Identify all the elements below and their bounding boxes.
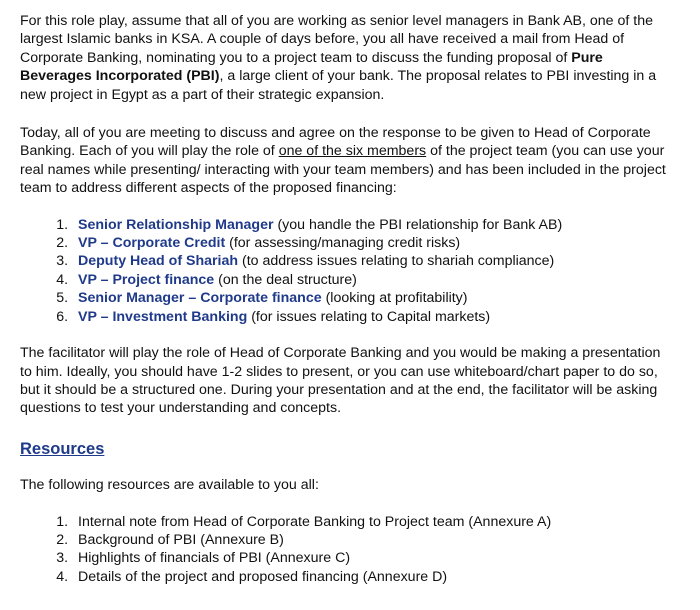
meeting-paragraph xyxy=(20,124,674,198)
role-desc: (for assessing/managing credit risks) xyxy=(225,235,461,252)
meeting-text-b: of the project team (you can use your real names while presenting/ interacting with your team members) and has been included in the project team to address different aspects of the proposed financing: xyxy=(20,143,666,197)
role-desc: (you handle the PBI relationship for Bank AB) xyxy=(273,216,563,233)
role-title: VP – Project finance xyxy=(78,271,215,288)
intro-paragraph xyxy=(20,12,674,104)
client-name: Pure Beverages Incorporated (PBI) xyxy=(20,49,603,85)
resources-list xyxy=(20,513,674,587)
resource-item: 3. Highlights of financials of PBI (Annexure C) xyxy=(72,549,674,567)
meeting-text-a: Today, all of you are meeting to discuss and agree on the response to be given to Head of Corporate Banking. Each of you will play the role of xyxy=(20,125,651,160)
intro-text-a: For this role play, assume that all of you are working as senior level managers in Bank AB, one of the largest Islamic banks in KSA. A couple of days before, you all have received a mail from Head of Corporate Banking, nominating you to a project team to discuss the funding proposal of xyxy=(20,13,653,66)
resources-heading: Resources xyxy=(20,439,105,458)
resource-item: 2. Background of PBI (Annexure B) xyxy=(72,531,674,549)
role-item xyxy=(72,234,674,252)
intro-text-b: , a large client of your bank. The proposal relates to PBI investing in a new project in Egypt as a part of their strategic expansion. xyxy=(20,68,657,103)
role-title: Senior Manager – Corporate finance xyxy=(78,290,322,307)
facilitator-paragraph: The facilitator will play the role of Head of Corporate Banking and you would be making a presentation to him. Ideally, you should have 1-2 slides to present, or you can use whiteboard/chart paper to do so, but it should be a structured one. During your presentation and at the end, the facilitator will be asking questions to test your understanding and concepts. xyxy=(20,345,661,417)
role-title: Senior Relationship Manager xyxy=(78,216,274,233)
role-desc: (on the deal structure) xyxy=(214,271,357,288)
role-desc: (to address issues relating to shariah compliance) xyxy=(238,253,555,270)
roles-list xyxy=(20,216,674,326)
resource-item: 4. Details of the project and proposed financing (Annexure D) xyxy=(72,568,674,586)
role-desc: (looking at profitability) xyxy=(321,290,468,307)
role-item xyxy=(72,289,674,307)
role-item xyxy=(72,216,674,234)
resources-intro: The following resources are available to you all: xyxy=(20,477,319,494)
role-item xyxy=(72,271,674,289)
role-item xyxy=(72,252,674,270)
role-title: VP – Corporate Credit xyxy=(78,235,226,252)
role-item xyxy=(72,308,674,326)
role-desc: (for issues relating to Capital markets) xyxy=(247,308,491,325)
resource-item: 1. Internal note from Head of Corporate Banking to Project team (Annexure A) xyxy=(72,513,674,531)
meeting-underlined-text: one of the six members xyxy=(278,143,427,160)
role-title: VP – Investment Banking xyxy=(78,308,248,325)
role-title: Deputy Head of Shariah xyxy=(78,253,239,270)
